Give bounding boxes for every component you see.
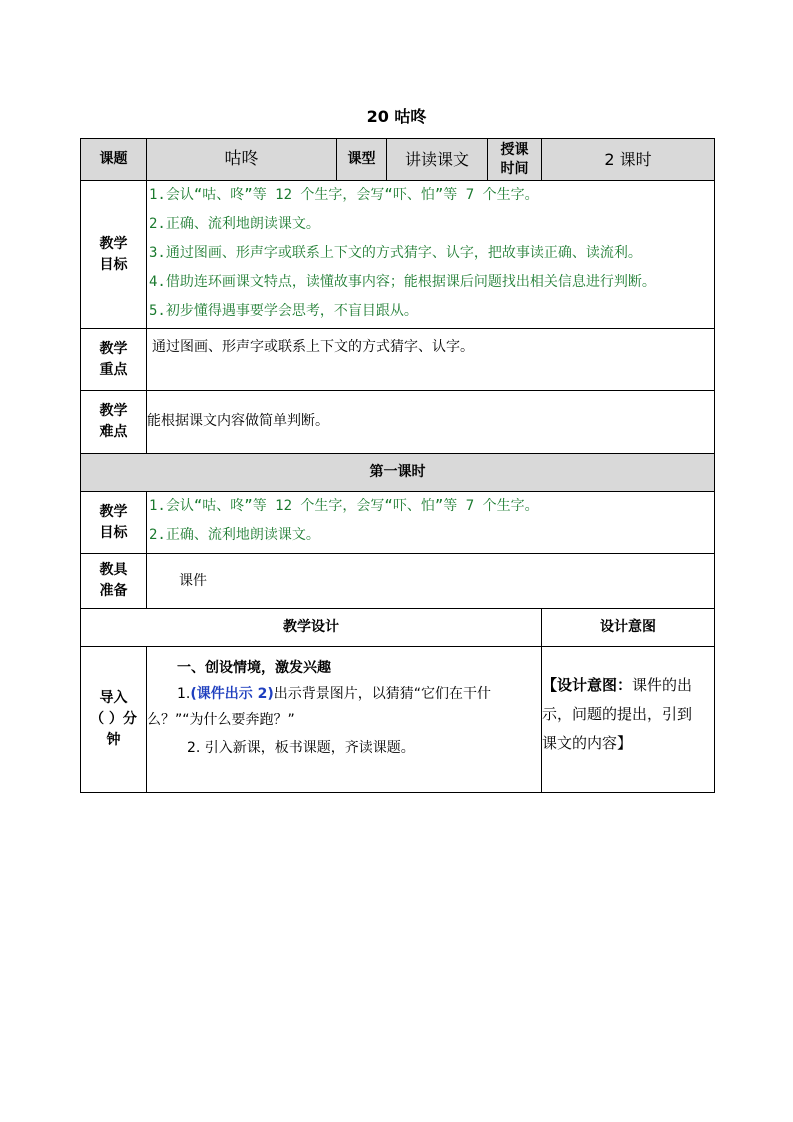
step1-highlight: (课件出示 2) <box>190 686 274 702</box>
lesson1-heading: 第一课时 <box>81 454 715 492</box>
goal-item: 2.正确、流利地朗读课文。 <box>149 527 320 543</box>
topic-value: 咕咚 <box>147 139 337 181</box>
page-title: 20 咕咚 <box>366 107 427 126</box>
lesson1-goals-label-line2: 目标 <box>99 524 128 541</box>
goal-item: 4.借助连环画课文特点，读懂故事内容；能根据课后问题找出相关信息进行判断。 <box>149 274 656 290</box>
intent-line1-rest: 课件的出 <box>632 676 693 694</box>
goal-item: 2.正确、流利地朗读课文。 <box>149 216 320 232</box>
intro-label-line2: （ ）分 <box>90 711 137 727</box>
focus-label <box>81 329 147 391</box>
goal-item: 5.初步懂得遇事要学会思考，不盲目跟从。 <box>149 303 418 319</box>
intent-line1 <box>542 671 714 700</box>
lesson1-goals-label <box>81 492 147 554</box>
lesson1-heading-row <box>81 454 715 492</box>
focus-row <box>81 329 715 391</box>
goal-item: 1.会认“咕、咚”等 12 个生字，会写“吓、怕”等 7 个生字。 <box>149 187 539 203</box>
lesson1-goals-row <box>81 492 715 554</box>
type-value: 讲读课文 <box>387 139 488 181</box>
focus-label-line1: 教学 <box>99 340 128 357</box>
time-label-line2: 时间 <box>500 160 529 177</box>
intent-line2: 示，问题的提出，引到 <box>542 705 693 723</box>
time-value: 2 课时 <box>542 139 715 181</box>
lesson1-goals-list <box>147 492 715 554</box>
intro-label-line3: 钟 <box>106 732 121 748</box>
difficulty-text: 能根据课文内容做简单判断。 <box>147 391 715 454</box>
time-label-line1: 授课 <box>500 141 529 158</box>
tools-label-line2: 准备 <box>99 583 128 599</box>
goals-row <box>81 181 715 329</box>
step2: 2. 引入新课，板书课题，齐读课题。 <box>187 740 415 756</box>
type-label: 课型 <box>337 139 387 181</box>
intent-label: 【设计意图： <box>542 676 633 694</box>
goals-label-line2: 目标 <box>99 256 128 273</box>
step1-text: 出示背景图片，以猜猜“它们在干什 <box>273 686 492 702</box>
step1-line2: 么？”“为什么要奔跑？” <box>147 712 295 728</box>
goal-item: 1.会认“咕、咚”等 12 个生字，会写“吓、怕”等 7 个生字。 <box>149 498 539 514</box>
intro-label-line1: 导入 <box>99 690 128 706</box>
intent-line3: 课文的内容】 <box>542 734 633 752</box>
difficulty-label <box>81 391 147 454</box>
tools-row <box>81 554 715 609</box>
goals-list <box>147 181 715 329</box>
intent-col-header: 设计意图 <box>542 609 715 647</box>
lesson-plan-table <box>80 138 715 793</box>
design-header-row <box>81 609 715 647</box>
focus-label-line2: 重点 <box>99 361 128 378</box>
section-title: 一、创设情境，激发兴趣 <box>177 660 331 676</box>
intro-label <box>81 647 147 793</box>
tools-value: 课件 <box>147 554 715 609</box>
difficulty-label-line1: 教学 <box>99 403 128 419</box>
step1-prefix: 1. <box>177 686 191 702</box>
goals-label-line1: 教学 <box>99 235 128 252</box>
intent-content <box>542 647 715 793</box>
intro-row <box>81 647 715 793</box>
focus-text: 通过图画、形声字或联系上下文的方式猜字、认字。 <box>147 329 715 391</box>
goal-item: 3.通过图画、形声字或联系上下文的方式猜字、认字，把故事读正确、读流利。 <box>149 245 642 261</box>
design-col-header: 教学设计 <box>81 609 542 647</box>
intro-content <box>147 647 542 793</box>
lesson1-goals-label-line1: 教学 <box>99 503 128 520</box>
topic-label: 课题 <box>81 139 147 181</box>
time-label <box>488 139 542 181</box>
step1-line1 <box>147 681 541 707</box>
tools-label-line1: 教具 <box>99 562 128 578</box>
header-row <box>81 139 715 181</box>
difficulty-label-line2: 难点 <box>99 424 128 440</box>
goals-label <box>81 181 147 329</box>
tools-label <box>81 554 147 609</box>
difficulty-row <box>81 391 715 454</box>
